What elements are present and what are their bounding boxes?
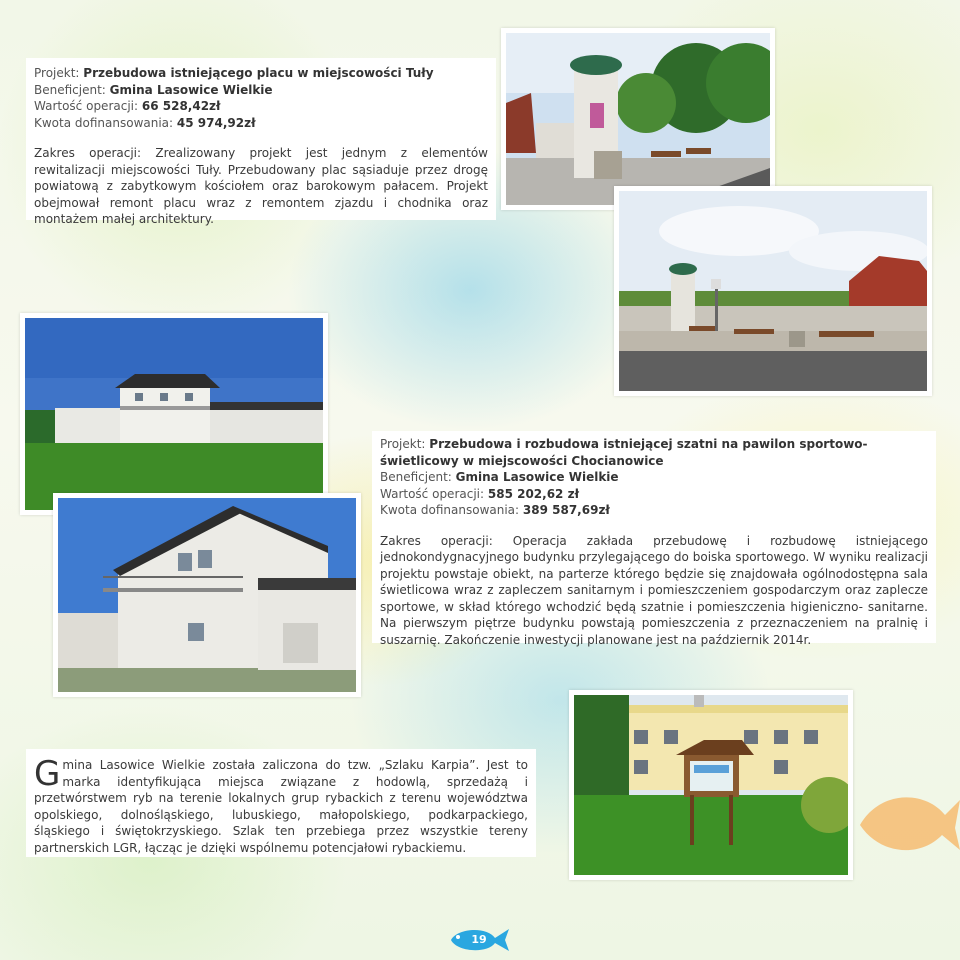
- project2-funding-label: Kwota dofinansowania:: [380, 503, 520, 517]
- project2-funding-amount: 389 587,69zł: [522, 503, 610, 517]
- photo-tuly-square-benches: [614, 186, 932, 396]
- project1-funding-amount: 45 974,92zł: [176, 115, 256, 130]
- karp-trail-text: mina Lasowice Wielkie została zaliczona do tzw. „Szlaku Karpia”. Jest to marka identyfikująca miejsca związane z hodowlą, sprzedażą i przetwórstwem ryb na terenie lokalnych grup rybackich z terenu województwa opolskiego, dolnośląskiego, lubuskiego, małopolskiego, podkarpackiego, śląskiego i świętokrzyskiego. Szlak ten przebiega przez wszystkie tereny partnerskich LGR, łącząc je dzięki wspólnemu potencjałowi rybackiemu.: [34, 758, 528, 855]
- karp-trail-box: [26, 749, 536, 857]
- project1-funding-label: Kwota dofinansowania:: [34, 115, 174, 130]
- project2-project-label: Projekt:: [380, 437, 426, 451]
- project1-scope-text: Zakres operacji: Zrealizowany projekt jest jednym z elementów rewitalizacji miejscowości Tuły. Przebudowany plac sąsiaduje przez drogę powiatową z zabytkowym kościołem oraz barokowym pałacem. Projekt obejmował remont placu wraz z remontem zjazdu i chodnika oraz montażem małej architektury.: [34, 146, 488, 226]
- karp-trail-dropcap: G: [34, 754, 61, 794]
- photo-chocianowice-building-side: [53, 493, 361, 697]
- project2-beneficiary-value: Gmina Lasowice Wielkie: [455, 470, 619, 484]
- project2-project-title: Przebudowa i rozbudowa istniejącej szatni na pawilon sportowo-świetlicowy w miejscowości Chocianowice: [380, 437, 868, 468]
- project1-project-title: Przebudowa istniejącego placu w miejscowości Tuły: [83, 66, 434, 80]
- project2-beneficiary-label: Beneficjent:: [380, 470, 452, 484]
- project1-value-amount: 66 528,42zł: [141, 99, 221, 113]
- project2-value-amount: 585 202,62 zł: [487, 486, 580, 501]
- project1-beneficiary-label: Beneficjent:: [34, 82, 106, 97]
- project1-project-label: Projekt:: [34, 66, 80, 80]
- photo-chocianowice-building-front: [20, 313, 328, 515]
- page-number: 19: [471, 933, 487, 946]
- project1-value-label: Wartość operacji:: [34, 99, 139, 113]
- project2-info-box: [372, 431, 936, 647]
- project2-value-label: Wartość operacji:: [380, 486, 485, 501]
- project2-scope-text: Zakres operacji: Operacja zakłada przebudowę i rozbudowę istniejącego jednokondygnacyjnego budynku przylegającego do boiska sportowego. W wyniku realizacji projektu powstaje obiekt, na parterze którego będzie się znajdowała ogólnodostępna sala świetlicowa wraz z zapleczem sanitarnym i pomieszczeniem gospodarczym oraz zaplecze sportowe, w skład którego wchodzić będą szatnie i pomieszczenia higieniczno- sanitarne. Na pierwszym piętrze budynku powstają pomieszczenia z przeznaczeniem na pralnię i suszarnię. Zakończenie inwestycji planowane jest na październik 2014r.: [380, 533, 928, 647]
- photo-tuly-square-column: [501, 28, 775, 210]
- project1-beneficiary-value: Gmina Lasowice Wielkie: [109, 82, 273, 97]
- photo-information-board: [569, 690, 853, 880]
- project1-info-box: [26, 58, 496, 226]
- page-number-badge: [447, 926, 513, 954]
- fish-decoration-icon: [850, 780, 960, 860]
